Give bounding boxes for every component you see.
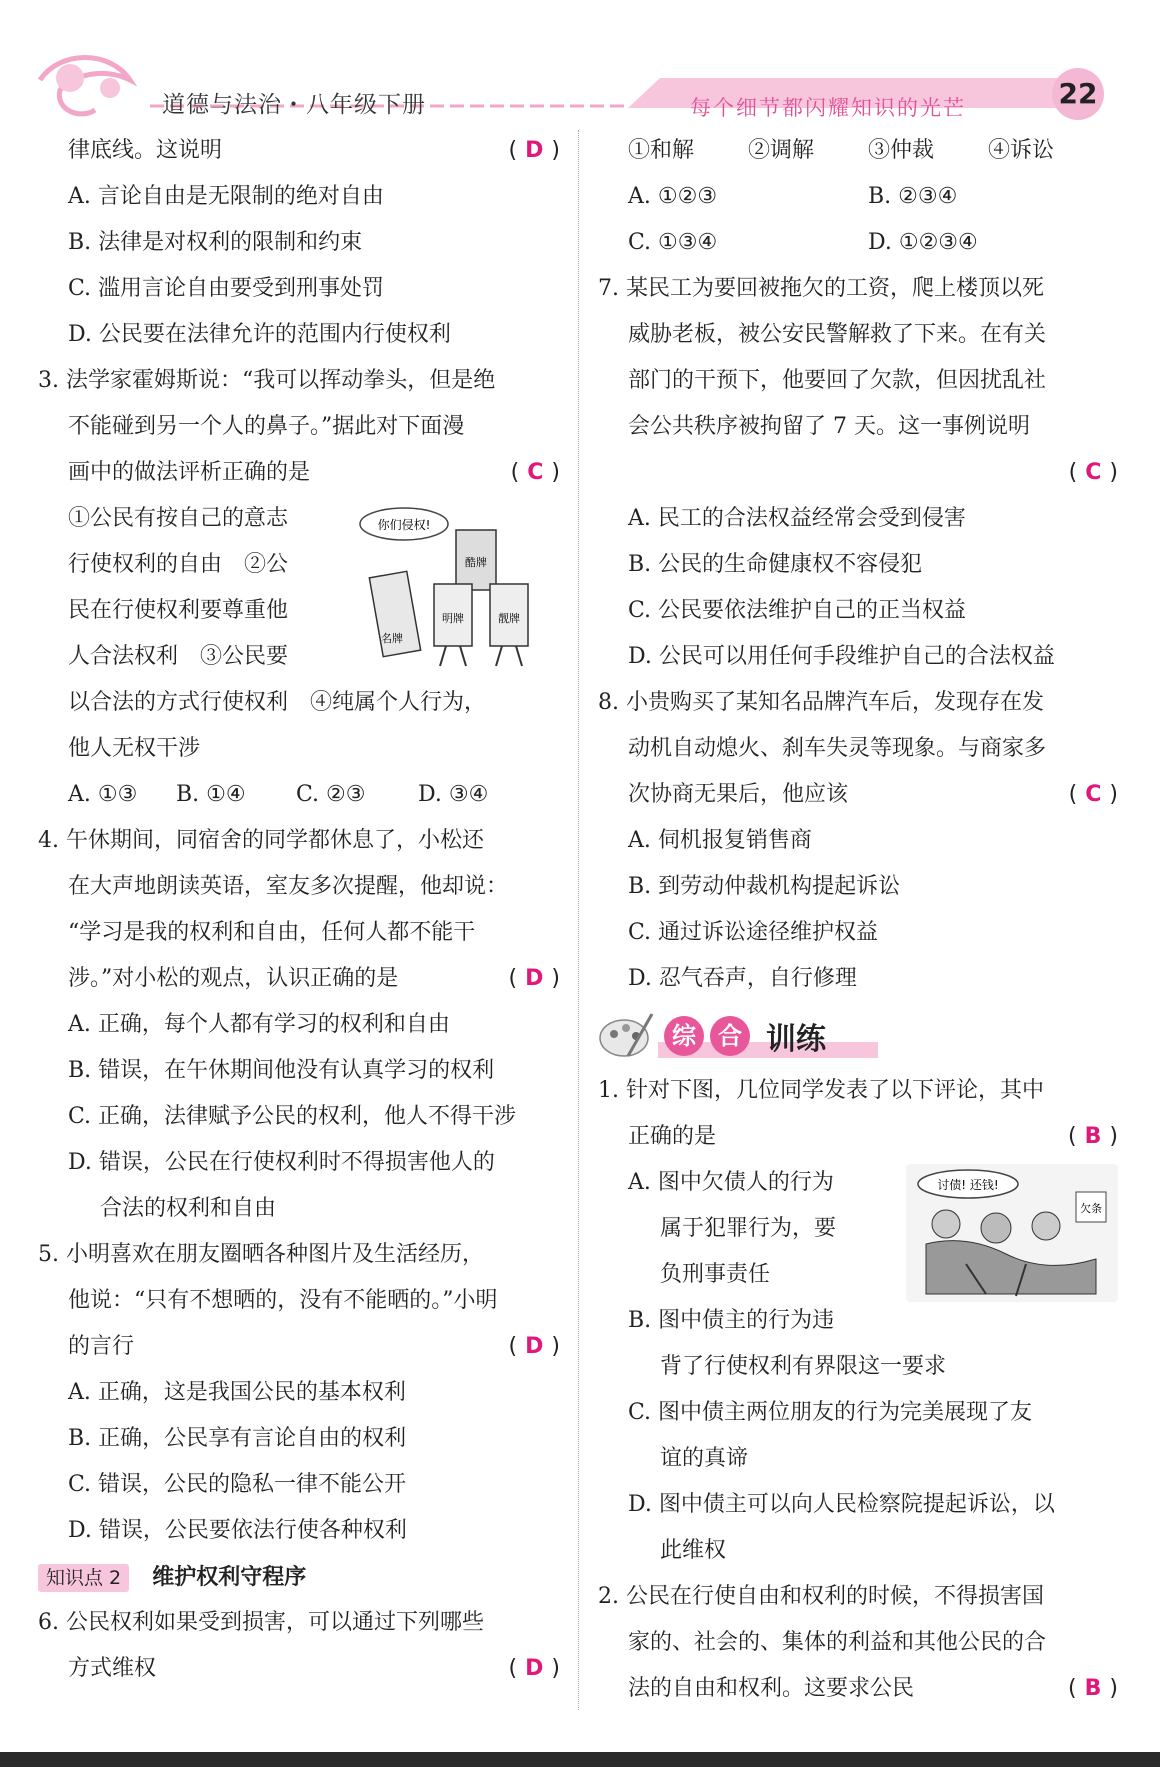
question-line: 画中的做法评析正确的是 ( C ) — [38, 450, 560, 496]
question-line: 在大声地朗读英语，室友多次提醒，他却说： — [68, 874, 509, 899]
option: D. 忍气吞声，自行修理 — [628, 966, 857, 991]
question-line: “学习是我的权利和自由，任何人都不能干 — [68, 920, 476, 945]
option: D. 公民要在法律允许的范围内行使权利 — [68, 322, 451, 347]
section-char: 合 — [710, 1016, 750, 1056]
choice: B. ②③④ — [868, 184, 958, 209]
question-line: 5. 小明喜欢在朋友圈晒各种图片及生活经历， — [38, 1242, 484, 1267]
question-line: 不能碰到另一个人的鼻子。”据此对下面漫 — [68, 414, 465, 439]
item: ①和解 — [628, 138, 695, 163]
question-line: 8. 小贵购买了某知名品牌汽车后，发现存在发 — [598, 690, 1044, 715]
option: D. 图中债主可以向人民检察院提起诉讼，以 — [628, 1492, 1055, 1517]
option: B. 法律是对权利的限制和约束 — [68, 230, 363, 255]
answer-line — [598, 450, 1118, 496]
column-divider — [578, 130, 579, 1710]
choice: D. ①②③④ — [868, 230, 978, 255]
option: A. 民工的合法权益经常会受到侵害 — [628, 506, 966, 531]
question-line: 6. 公民权利如果受到损害，可以通过下列哪些 — [38, 1610, 484, 1635]
option: B. 正确，公民享有言论自由的权利 — [68, 1426, 407, 1451]
choice: D. ③④ — [418, 782, 489, 807]
knowledge-point-badge: 知识点 2 — [38, 1564, 129, 1592]
answer-bracket: ( B ) — [1068, 1124, 1118, 1149]
statement-line: 民在行使权利要尊重他 — [68, 598, 289, 623]
cartoon-label: 靓牌 — [498, 612, 520, 625]
answer-bracket: ( C ) — [510, 460, 560, 485]
cartoon-label: 明牌 — [442, 612, 464, 625]
section-heading — [598, 1002, 1118, 1068]
option: C. 通过诉讼途径维护权益 — [628, 920, 879, 945]
question-line: 正确的是 ( B ) — [598, 1114, 1118, 1160]
question-line: 7. 某民工为要回被拖欠的工资，爬上楼顶以死 — [598, 276, 1044, 301]
item: ③仲裁 — [868, 138, 935, 163]
statement-line: 以合法的方式行使权利 ④纯属个人行为， — [68, 690, 487, 715]
option: B. 到劳动仲裁机构提起诉讼 — [628, 874, 901, 899]
statement-line: 行使权利的自由 ②公 — [68, 552, 289, 577]
question-line: 方式维权 ( D ) — [38, 1646, 560, 1692]
rights-cartoon — [356, 504, 546, 672]
choice: A. ①②③ — [628, 184, 718, 209]
s1-option-block — [598, 1160, 1118, 1344]
option: A. 言论自由是无限制的绝对自由 — [68, 184, 384, 209]
knowledge-point-heading — [38, 1554, 560, 1600]
question-line: 部门的干预下，他要回了欠款，但因扰乱社 — [628, 368, 1047, 393]
book-title: 道德与法治・八年级下册 — [162, 92, 426, 118]
option: 此维权 — [660, 1538, 727, 1563]
option: 负刑事责任 — [660, 1262, 771, 1287]
question-line: 3. 法学家霍姆斯说：“我可以挥动拳头，但是绝 — [38, 368, 496, 393]
option: 背了行使权利有界限这一要求 — [660, 1354, 947, 1379]
question-line: 动机自动熄火、刹车失灵等现象。与商家多 — [628, 736, 1047, 761]
debt-cartoon — [906, 1164, 1118, 1302]
cartoon-label: 欠条 — [1080, 1202, 1102, 1215]
answer-bracket: ( C ) — [1068, 460, 1118, 485]
option: D. 错误，公民在行使权利时不得损害他人的 — [68, 1150, 495, 1175]
choice: B. ①④ — [176, 782, 246, 807]
choice: A. ①③ — [68, 782, 138, 807]
question-line: 4. 午休期间，同宿舍的同学都休息了，小松还 — [38, 828, 484, 853]
option: A. 伺机报复销售商 — [628, 828, 812, 853]
statement-line: 他人无权干涉 — [68, 736, 201, 761]
cartoon-label: 名牌 — [381, 632, 403, 645]
q6-choices — [598, 220, 1118, 266]
option: C. 滥用言论自由要受到刑事处罚 — [68, 276, 385, 301]
question-line: 会公共秩序被拘留了 7 天。这一事例说明 — [628, 414, 1030, 439]
answer-bracket: ( D ) — [508, 1334, 560, 1359]
page-number: 22 — [1052, 68, 1104, 120]
question-line: 1. 针对下图，几位同学发表了以下评论，其中 — [598, 1078, 1044, 1103]
option: C. 错误，公民的隐私一律不能公开 — [68, 1472, 407, 1497]
option: A. 图中欠债人的行为 — [628, 1170, 834, 1195]
q3-statement-block — [38, 496, 560, 680]
option: C. 正确，法律赋予公民的权利，他人不得干涉 — [68, 1104, 517, 1129]
item: ④诉讼 — [988, 138, 1055, 163]
question-line: 家的、社会的、集体的利益和其他公民的合 — [628, 1630, 1047, 1655]
right-column — [598, 128, 1118, 1712]
choice: C. ②③ — [296, 782, 366, 807]
section-char: 综 — [664, 1016, 704, 1056]
option: A. 正确，这是我国公民的基本权利 — [68, 1380, 406, 1405]
answer-bracket: ( B ) — [1068, 1676, 1118, 1701]
q6-choices — [598, 174, 1118, 220]
question-line: 法的自由和权利。这要求公民 ( B ) — [598, 1666, 1118, 1712]
header-slogan: 每个细节都闪耀知识的光芒 — [690, 96, 966, 120]
option: C. 公民要依法维护自己的正当权益 — [628, 598, 967, 623]
option: B. 图中债主的行为违 — [628, 1308, 835, 1333]
q3-choices — [38, 772, 560, 818]
bottom-edge — [0, 1752, 1160, 1767]
option: D. 公民可以用任何手段维护自己的合法权益 — [628, 644, 1055, 669]
question-line: 他说：“只有不想晒的，没有不能晒的。”小明 — [68, 1288, 498, 1313]
option: B. 错误，在午休期间他没有认真学习的权利 — [68, 1058, 495, 1083]
option: C. 图中债主两位朋友的行为完美展现了友 — [628, 1400, 1033, 1425]
option: A. 正确，每个人都有学习的权利和自由 — [68, 1012, 450, 1037]
question-line: 涉。”对小松的观点，认识正确的是 ( D ) — [38, 956, 560, 1002]
left-column — [38, 128, 560, 1692]
q6-items — [598, 128, 1118, 174]
section-title: 训练 — [766, 1022, 826, 1057]
statement-line: 人合法权利 ③公民要 — [68, 644, 289, 669]
cartoon-label: 你们侵权! — [377, 518, 431, 532]
option: 谊的真谛 — [660, 1446, 749, 1471]
item: ②调解 — [748, 138, 815, 163]
statement-line: ①公民有按自己的意志 — [68, 506, 289, 531]
question-line: 律底线。这说明 ( D ) — [38, 128, 560, 174]
choice: C. ①③④ — [628, 230, 718, 255]
question-line: 威胁老板，被公安民警解救了下来。在有关 — [628, 322, 1047, 347]
question-line: 的言行 ( D ) — [38, 1324, 560, 1370]
option: 属于犯罪行为，要 — [660, 1216, 837, 1241]
question-line: 次协商无果后，他应该 ( C ) — [598, 772, 1118, 818]
answer-bracket: ( C ) — [1068, 782, 1118, 807]
question-line: 2. 公民在行使自由和权利的时候，不得损害国 — [598, 1584, 1044, 1609]
cartoon-label: 酷牌 — [465, 556, 487, 569]
cartoon-label: 讨债! 还钱! — [937, 1178, 999, 1192]
knowledge-point-title: 维护权利守程序 — [152, 1564, 307, 1590]
option: 合法的权利和自由 — [100, 1196, 277, 1221]
answer-bracket: ( D ) — [508, 966, 560, 991]
answer-bracket: ( D ) — [508, 138, 560, 163]
option: B. 公民的生命健康权不容侵犯 — [628, 552, 923, 577]
answer-bracket: ( D ) — [508, 1656, 560, 1681]
option: D. 错误，公民要依法行使各种权利 — [68, 1518, 407, 1543]
palette-icon — [598, 1008, 656, 1060]
